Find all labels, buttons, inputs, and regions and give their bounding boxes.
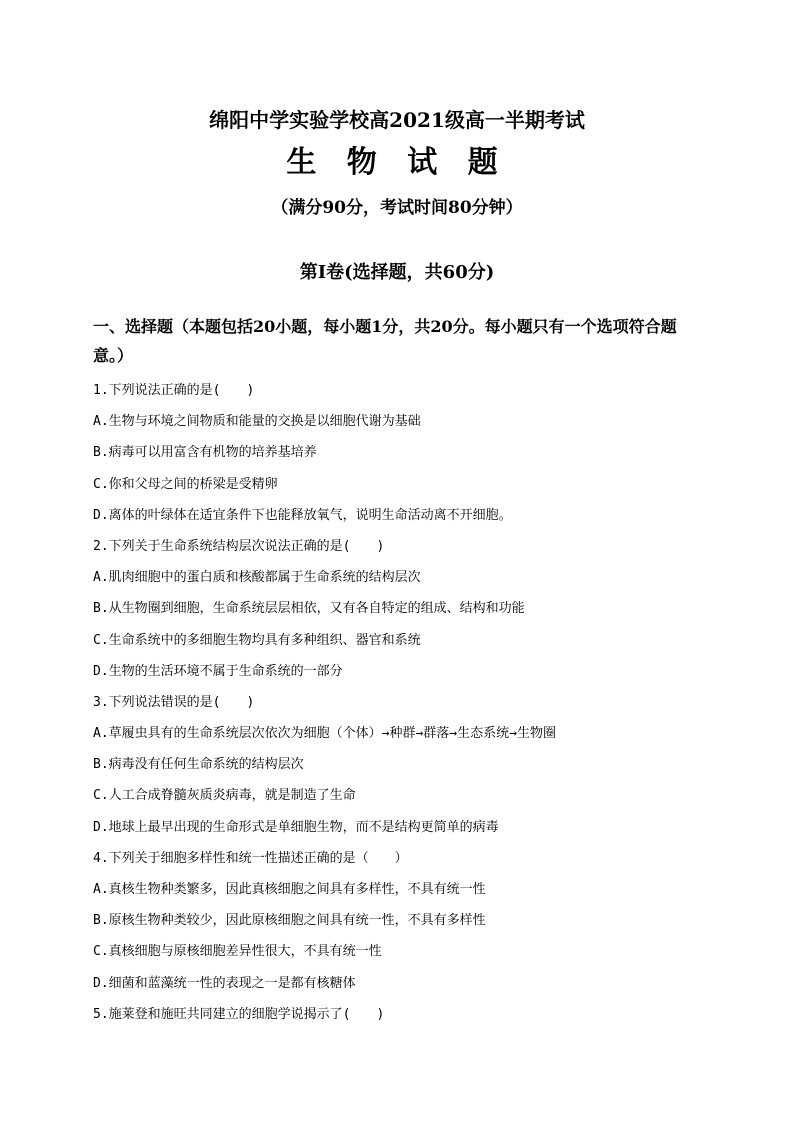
option-line: B.病毒可以用富含有机物的培养基培养 — [93, 445, 317, 461]
option-line: C.生命系统中的多细胞生物均具有多种组织、器官和系统 — [93, 632, 421, 648]
question-line: 4.下列关于细胞多样性和统一性描述正确的是（ ） — [93, 850, 408, 866]
option-line: C.真核细胞与原核细胞差异性很大，不具有统一性 — [93, 944, 382, 960]
option-line: A.草履虫具有的生命系统层次依次为细胞（个体）→种群→群落→生态系统→生物圈 — [93, 726, 556, 742]
option-line: C.人工合成脊髓灰质炎病毒，就是制造了生命 — [93, 788, 356, 804]
option-line: C.你和父母之间的桥梁是受精卵 — [93, 476, 278, 492]
question-line: 3.下列说法错误的是( ) — [93, 694, 255, 710]
option-line: D.地球上最早出现的生命形式是单细胞生物，而不是结构更简单的病毒 — [93, 819, 499, 835]
option-line: B.原核生物种类较少，因此原核细胞之间具有统一性，不具有多样性 — [93, 913, 486, 929]
option-line: B.病毒没有任何生命系统的结构层次 — [93, 757, 304, 773]
option-line: D.细菌和蓝藻统一性的表现之一是都有核糖体 — [93, 975, 356, 991]
question-line: 5.施莱登和施旺共同建立的细胞学说揭示了( ) — [93, 1006, 385, 1022]
section-heading: 一、选择题（本题包括20小题，每小题1分，共20分。每小题只有一个选项符合题意。） — [93, 317, 677, 365]
school-exam-title: 绵阳中学实验学校高2021级高一半期考试 — [209, 108, 585, 132]
option-line: A.生物与环境之间物质和能量的交换是以细胞代谢为基础 — [93, 414, 421, 430]
option-line: A.肌肉细胞中的蛋白质和核酸都属于生命系统的结构层次 — [93, 570, 421, 586]
option-line: D.离体的叶绿体在适宜条件下也能释放氧气，说明生命活动离不开细胞。 — [93, 507, 512, 523]
option-line: D.生物的生活环境不属于生命系统的一部分 — [93, 663, 343, 679]
question-line: 1.下列说法正确的是( ) — [93, 383, 255, 398]
question-list — [93, 379, 705, 1034]
volume-title: 第Ⅰ卷(选择题，共60分) — [299, 262, 495, 283]
option-line: A.真核生物种类繁多，因此真核细胞之间具有多样性，不具有统一性 — [93, 882, 486, 897]
exam-info: （满分90分，考试时间80分钟） — [271, 198, 523, 218]
question-line: 2.下列关于生命系统结构层次说法正确的是( ) — [93, 538, 385, 554]
option-line: B.从生物圈到细胞，生命系统层层相依，又有各自特定的组成、结构和功能 — [93, 601, 525, 617]
subject-title: 生 物 试 题 — [286, 145, 508, 180]
